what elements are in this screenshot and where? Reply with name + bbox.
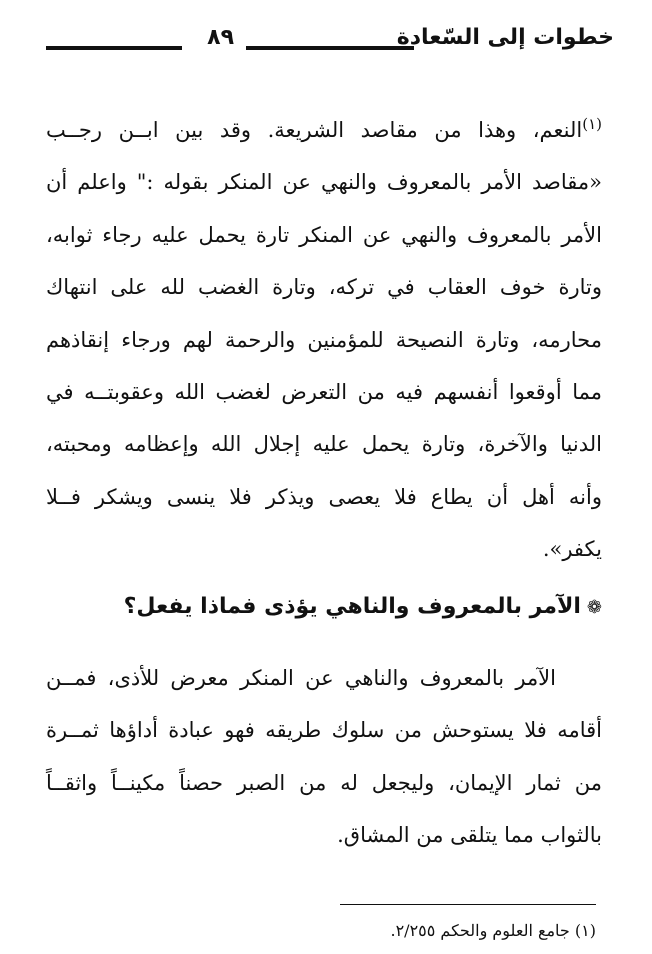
paragraph-1-line: $^{(١)}$النعم، وهذا من مقاصد الشريعة. وقد بين ابــن رجــب bbox=[46, 115, 602, 142]
paragraph-2-line: من ثمار الإيمان، وليجعل له من الصبر حصناً مكينــاً واثقــاً bbox=[46, 770, 602, 795]
paragraph-1 bbox=[46, 104, 602, 576]
paragraph-1-line: محارمه، وتارة النصيحة للمؤمنين والرحمة لهم ورجاء إنقاذهم bbox=[46, 327, 602, 352]
header-rule-left bbox=[46, 46, 182, 50]
paragraph-2-line: أقامه فلا يستوحش من سلوك طريقه فهو عبادة أداؤها ثمــرة bbox=[46, 718, 602, 743]
paragraph-1-line: وأنه أهل أن يطاع فلا يعصى ويذكر فلا ينسى ويشكر فــلا bbox=[46, 484, 602, 509]
footnote-marker: (١) bbox=[582, 115, 602, 133]
paragraph-1-line: الأمر بالمعروف والنهي عن المنكر تارة يحمل عليه رجاء ثوابه، bbox=[46, 222, 602, 247]
section-heading bbox=[46, 590, 602, 625]
paragraph-1-line: وتارة خوف العقاب في تركه، وتارة الغضب لله على انتهاك bbox=[46, 275, 602, 300]
running-header bbox=[44, 22, 614, 62]
paragraph-2-line: بالثواب مما يتلقى من المشاق. bbox=[337, 823, 602, 848]
running-title: خطوات إلى السّعادة bbox=[396, 25, 614, 50]
footnote: (١) جامع العلوم والحكم ٢/٢٥٥. bbox=[390, 921, 596, 940]
paragraph-1-line: «مقاصد الأمر بالمعروف والنهي عن المنكر بقوله :" واعلم أن bbox=[46, 170, 602, 195]
paragraph-1-line: يكفر». bbox=[542, 537, 602, 562]
paragraph-2 bbox=[46, 652, 602, 862]
section-heading-text: الآمر بالمعروف والناهي يؤذى فماذا يفعل؟ bbox=[123, 594, 581, 619]
flower-bullet-icon: ❁ bbox=[586, 597, 602, 618]
page-number: ٨٩ bbox=[207, 25, 234, 50]
header-rule-right bbox=[246, 46, 414, 50]
paragraph-1-line: مما أوقعوا أنفسهم فيه من التعرض لغضب الله وعقوبتــه في bbox=[46, 380, 602, 405]
footnote-divider bbox=[340, 904, 596, 905]
paragraph-2-line: الآمر بالمعروف والناهي عن المنكر معرض للأذى، فمــن bbox=[46, 666, 556, 690]
paragraph-1-line: الدنيا والآخرة، وتارة يحمل عليه إجلال الله وإعظامه ومحبته، bbox=[46, 432, 602, 457]
